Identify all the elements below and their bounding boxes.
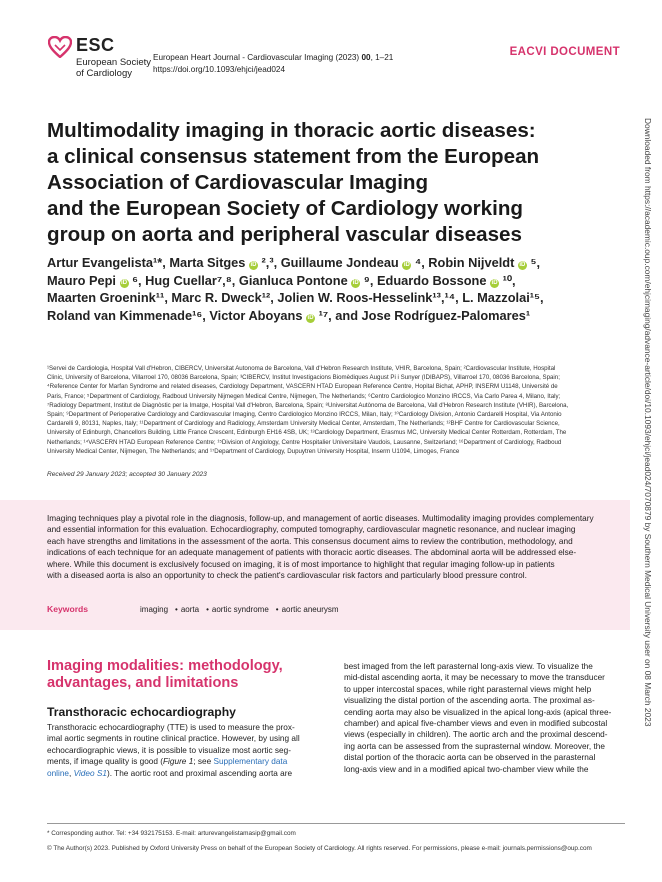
received-date: Received 29 January 2023; accepted 30 January 2023 — [47, 471, 207, 478]
body-line: chamber) and apical five-chamber views and even in modified subcostal — [344, 719, 608, 729]
body-line: echocardiographic views, it is possible to visualize most aortic seg- — [47, 745, 291, 755]
body-line: visualizing the distal portion of the ascending aorta. The proximal as- — [344, 696, 595, 706]
abstract-line: and essential information for this evaluation. Echocardiography, computed tomography, cardiovascular magnetic resonance, and nuclear imaging — [47, 525, 576, 535]
section-heading-line: Imaging modalities: methodology, — [47, 658, 283, 674]
logo-text: ESC — [76, 35, 115, 55]
orcid-icon[interactable]: iD — [307, 314, 314, 321]
body-column-left — [47, 722, 327, 779]
body-line: to upper intercostal spaces, while right parasternal views might help — [344, 684, 592, 694]
journal-citation — [153, 52, 393, 76]
keyword: aortic aneurysm — [281, 605, 339, 614]
body-column-right — [344, 661, 626, 775]
affiliation-line: ⁴Reference Center for Marfan Syndrome and related diseases, Cardiology Department, VASCERN HTAD European Reference Centre, Hopital Bichat, APHP, INSERM U1148, Université de — [47, 383, 558, 391]
logo-sub-line-2: of Cardiology — [76, 68, 132, 79]
affiliations — [47, 364, 625, 456]
article-title — [47, 118, 627, 248]
bullet-separator: • — [275, 605, 279, 614]
orcid-icon[interactable]: iD — [121, 279, 128, 286]
body-line: views (especially in children). The aortic arch and the proximal descend- — [344, 730, 608, 740]
affiliation-line: Cardarelli 9, 80131, Naples, Italy; ¹¹Department of Cardiology and Radiology, Amsterdam University Medical Center, Amsterdam, The Netherlands; ¹²BHF Centre for Cardiovascular Science, — [47, 420, 560, 428]
download-side-text: Downloaded from https://academic.oup.com/ehjcimaging/advance-article/doi/10.1093/ehjci/jead024/7070879 by Southern Medical University user on 08 March 2023 — [643, 118, 653, 727]
author-line: Roland van Kimmenade¹⁶, Victor Aboyans iD ¹⁷, and Jose Rodríguez-Palomares¹ — [47, 307, 531, 323]
body-line: Transthoracic echocardiography (TTE) is used to measure the prox- — [47, 723, 295, 732]
supplementary-data-link[interactable]: Supplementary data — [213, 757, 288, 767]
body-text: ). The aortic root and proximal ascending aorta are — [106, 768, 293, 778]
author-line: Maarten Groenink¹¹, Marc R. Dweck¹², Jolien W. Roos-Hesselink¹³,¹⁴, L. Mazzolai¹⁵, — [47, 290, 544, 306]
journal-volume: 00 — [361, 53, 371, 62]
title-line: group on aorta and peripheral vascular diseases — [47, 223, 522, 246]
title-line: Association of Cardiovascular Imaging — [47, 171, 429, 194]
affiliation-line: ⁷Radiology Department, Institut de Diagnòstic per la Imatge, Hospital Vall d'Hebron, Barcelona, Spain; ⁸Universitat Autònoma de Barcelona, Vall d'Hebron Research Institute (VHIR), Barcelona, — [47, 401, 569, 409]
author-list — [47, 254, 627, 324]
body-line: distal portion of the thoracic aorta can be observed in the parasternal — [344, 753, 596, 763]
abstract-line: each have strengths and limitations in the assessment of the aorta. This consensus document aims to review the contribution, methodology, and — [47, 536, 573, 546]
body-line: cending aorta may also be visualized in the apical long-axis (apical three- — [344, 707, 612, 717]
body-line: best imaged from the left parasternal long-axis view. To visualize the — [344, 662, 593, 671]
orcid-icon[interactable]: iD — [519, 262, 526, 268]
title-line: a clinical consensus statement from the European — [47, 145, 540, 168]
bullet-separator: • — [175, 605, 178, 614]
author-line: Mauro Pepi iD ⁶, Hug Cuellar⁷,⁸, Gianluca Pontone iD ⁹, Eduardo Bossone iD ¹⁰, — [47, 272, 516, 288]
orcid-icon[interactable]: iD — [250, 262, 257, 268]
footnote-divider — [47, 823, 625, 824]
keyword: aortic syndrome — [211, 605, 269, 614]
logo-sub-line-1: European Society — [76, 57, 151, 68]
author-line: Artur Evangelista¹*, Marta Sitges iD ²,³, Guillaume Jondeau iD ⁴, Robin Nijveldt iD ⁵, — [47, 255, 541, 270]
affiliation-line: ¹Servei de Cardiologia, Hospital Vall d'Hebron, CIBERCV, Universitat Autonoma de Barcelona, Vall d'Hebron Research Institute, VHIR, Barcelona, Spain; ²Cardiovascular Institute, Hospital — [47, 365, 556, 372]
doi-link[interactable]: https://doi.org/10.1093/ehjci/jead024 — [153, 65, 286, 74]
title-line: and the European Society of Cardiology working — [47, 197, 523, 220]
affiliation-line: Paris, France; ⁵Department of Cardiology, Radboud University Nijmegen Medical Centre, Nijmegen, The Netherlands; ⁶Centro Cardiologico Monzino IRCCS, Via Carlo Parea 4, Milano, Italy; — [47, 392, 561, 400]
body-line — [47, 768, 327, 779]
journal-name: European Heart Journal - Cardiovascular Imaging (2023) — [153, 53, 360, 62]
keywords-label: Keywords — [47, 604, 89, 614]
orcid-icon[interactable]: iD — [403, 262, 410, 268]
section-heading — [47, 658, 312, 692]
bullet-separator: • — [206, 605, 209, 614]
body-text: ; see — [193, 757, 214, 767]
affiliation-line: Clinic, University of Barcelona, Villarroel 170, 08036 Barcelona, Spain; ³CIBERCV, Institut Investigacions Biomèdiques August Pi i Sunyer (IDIBAPS), Villarroel 170, 08036 Barcelona, Spain; — [47, 374, 560, 382]
body-line: imal aortic segments in routine clinical practice. However, by using all — [47, 734, 300, 744]
keywords-list — [140, 605, 342, 614]
body-text: , — [69, 768, 74, 778]
abstract-line: with a diseased aorta is also an opportunity to check the patient's cardiovascular risk factors and particularly blood pressure control. — [47, 571, 527, 581]
figure-reference[interactable]: Figure 1 — [163, 757, 194, 767]
subsection-heading: Transthoracic echocardiography — [47, 705, 236, 719]
keyword: aorta — [180, 605, 200, 614]
body-line: ing aorta can be assessed from the suprasternal window. Moreover, the — [344, 741, 605, 751]
abstract-line: indications of each technique for an adequate management of patients with thoracic aortic diseases. The abdominal aorta will be addressed else- — [47, 548, 577, 558]
corresponding-author-footnote: * Corresponding author. Tel: +34 932175153. E-mail: arturevangelistamasip@gmail.com — [47, 830, 296, 837]
abstract-line: Imaging techniques play a pivotal role in the diagnosis, follow-up, and management of aortic diseases. Multimodality imaging provides complementary — [47, 514, 594, 523]
affiliation-line: University Medical Center, Nijmegen, The Netherlands; and ¹⁷Department of Cardiology, Dupuytren University Hospital, Inserm U1094, Limoges, France — [47, 447, 460, 455]
journal-pages: , 1–21 — [370, 53, 394, 62]
title-line: Multimodality imaging in thoracic aortic diseases: — [47, 119, 536, 142]
keyword: imaging — [140, 605, 169, 614]
affiliation-line: University of Edinburgh, Chancellors Building, Little France Crescent, Edinburgh EH16 4SB, UK; ¹³Cardiology Department, Erasmus MC, University Medical Center Rotterdam, Rotterdam, The — [47, 429, 567, 437]
document-type-label: EACVI DOCUMENT — [509, 46, 620, 58]
esc-heart-logo-icon — [48, 36, 72, 58]
body-line: long-axis view and in a modified apical two-chamber view while the — [344, 764, 589, 774]
orcid-icon[interactable]: iD — [352, 279, 359, 286]
body-line — [47, 756, 327, 767]
body-text: ments, if image quality is good ( — [47, 757, 164, 767]
affiliation-line: Spain; ⁹Department of Perioperative Cardiology and Cardiovascular Imaging, Centro Cardiologico Monzino IRCCS, Milan, Italy; ¹⁰Cardiology Division, Antonio Cardarelli Hospital, Via Antonio — [47, 411, 562, 419]
body-line: mid-distal ascending aorta, it may be necessary to move the transducer — [344, 673, 605, 683]
copyright-footnote: © The Author(s) 2023. Published by Oxford University Press on behalf of the European Society of Cardiology. All rights reserved. For permissions, please e-mail: journals.permissions@oup.com — [47, 845, 592, 852]
affiliation-line: Netherlands; ¹⁴VASCERN HTAD European Reference Centre; ¹⁵Division of Angiology, Centre Hospitalier Universitaire Vaudois, Lausanne, Switzerland; ¹⁶Department of Cardiology, Radboud — [47, 438, 562, 446]
logo-subtitle — [76, 57, 151, 79]
video-link[interactable]: Video S1 — [73, 768, 107, 778]
abstract-text — [47, 513, 625, 581]
supplementary-online-link[interactable]: online — [47, 768, 70, 778]
abstract-line: where. While this document is exclusively focused on imaging, it is of most importance to highlight that regular imaging follow-up in patients — [47, 559, 555, 569]
section-heading-line: advantages, and limitations — [47, 675, 239, 691]
download-side-note — [641, 118, 653, 758]
orcid-icon[interactable]: iD — [491, 279, 498, 286]
